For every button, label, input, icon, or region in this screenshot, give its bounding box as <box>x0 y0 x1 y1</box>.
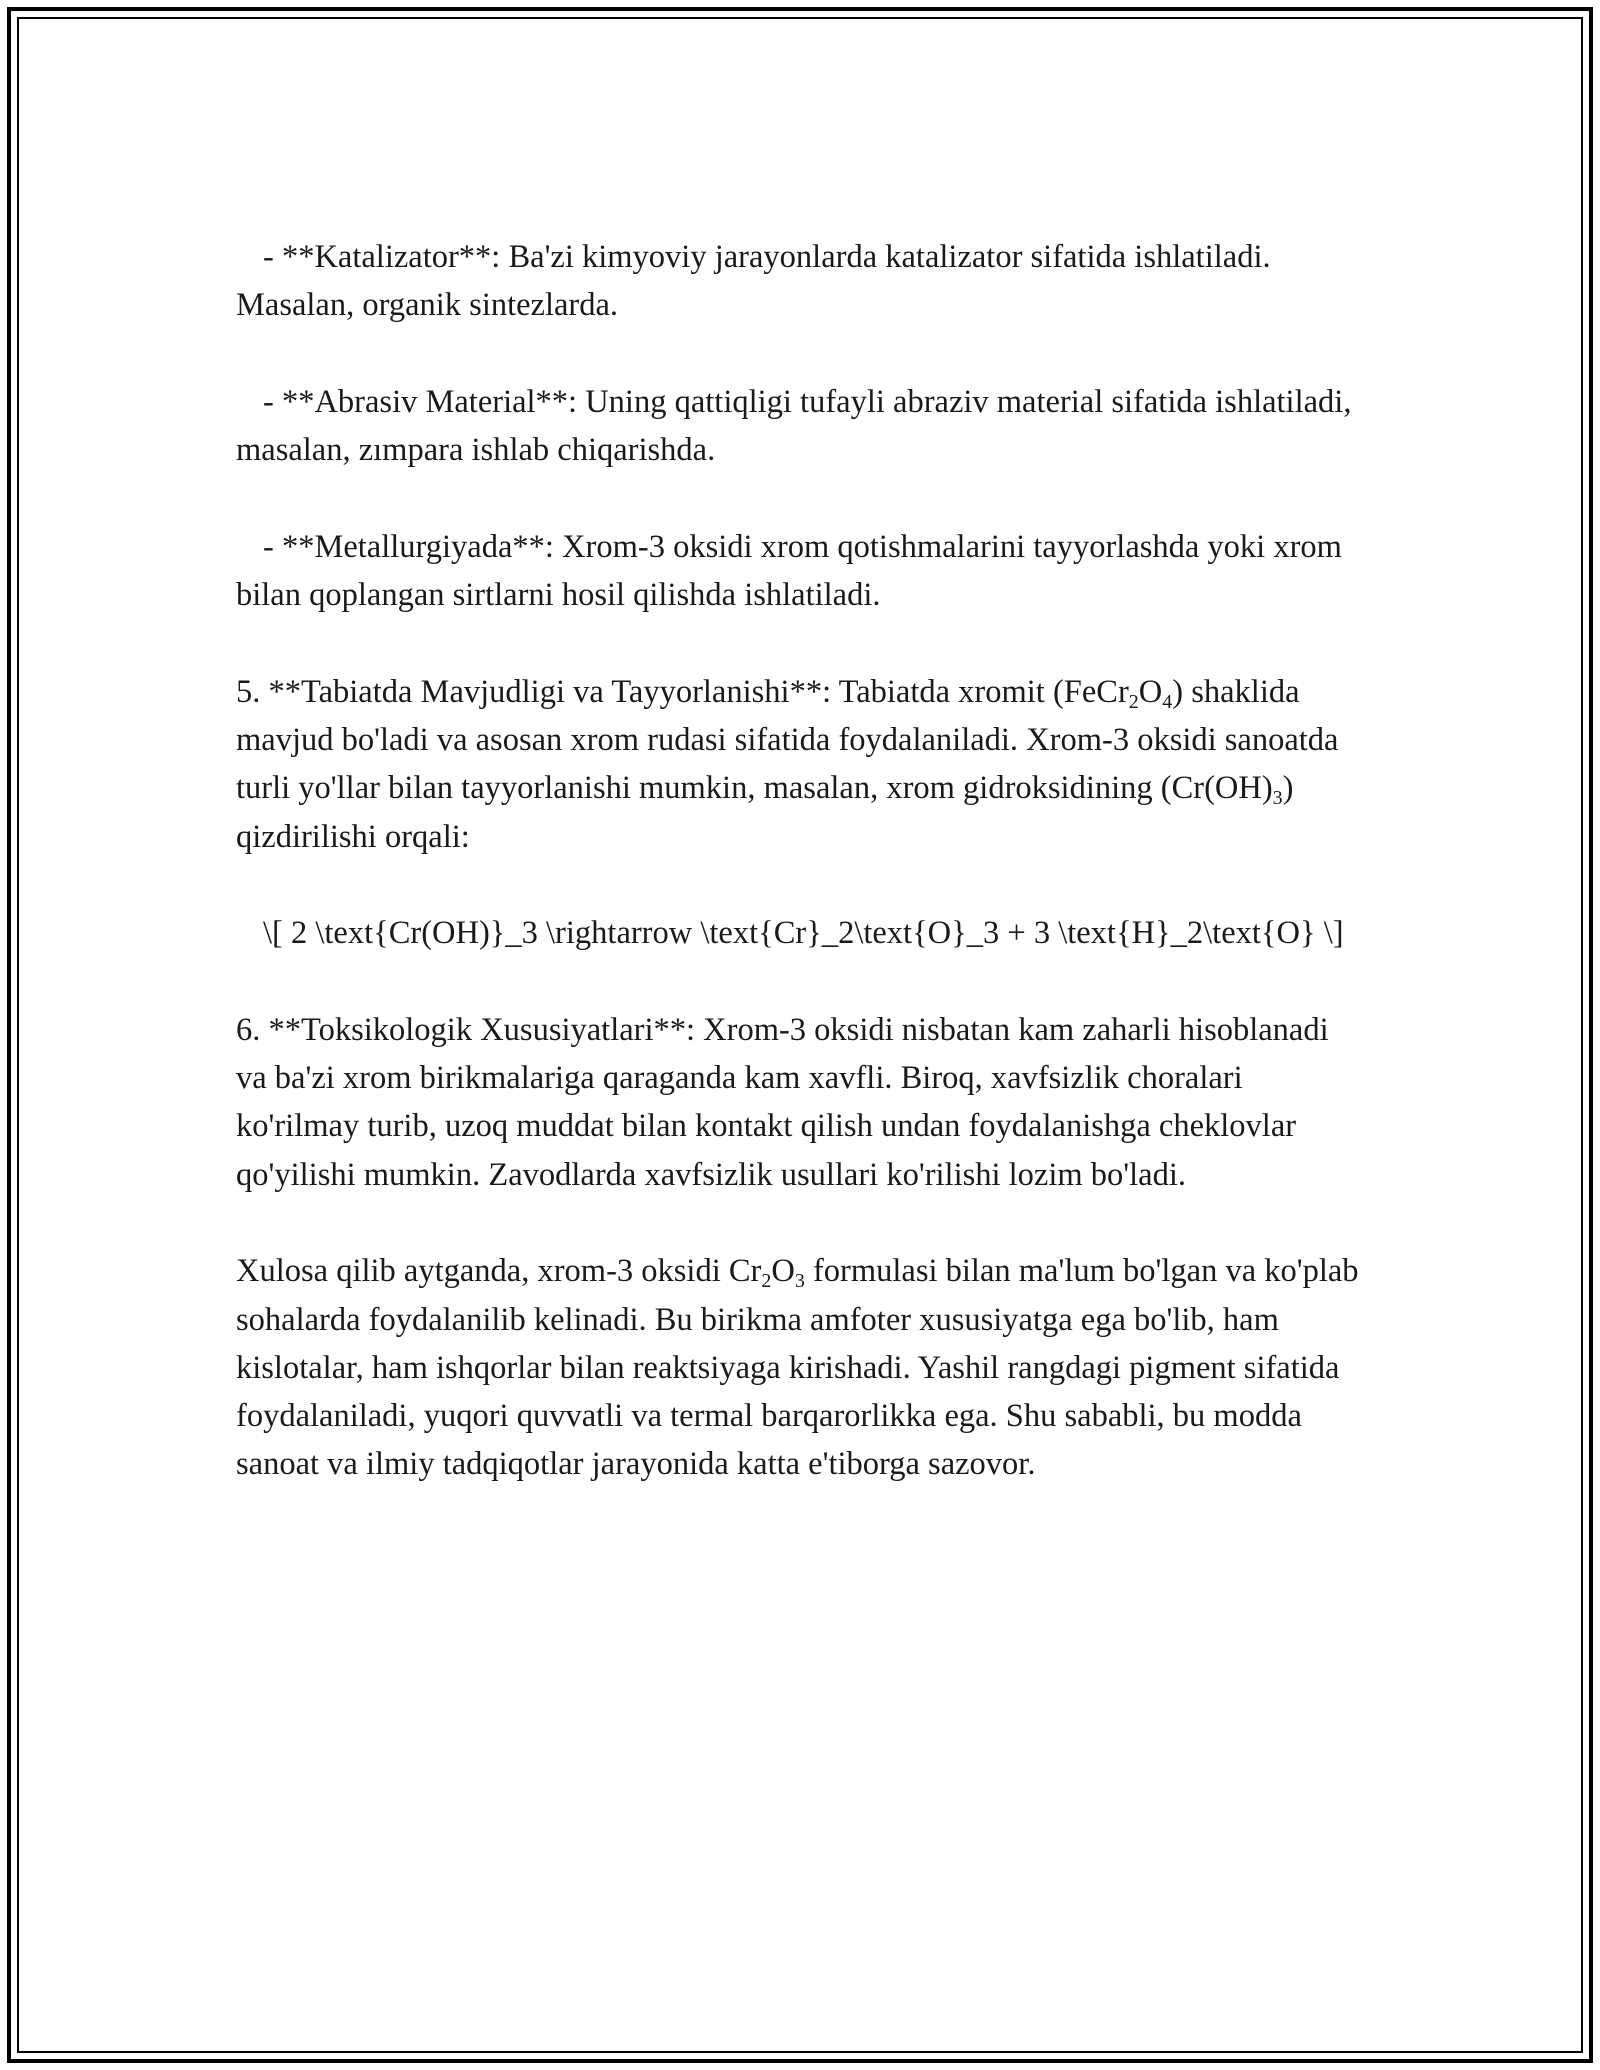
subscript: 3 <box>794 1270 805 1293</box>
paragraph-tabiatda-mavjudligi <box>236 668 1366 861</box>
text-segment: O <box>1138 673 1163 710</box>
paragraph-abrasiv-material: - **Abrasiv Material**: Uning qattiqligi tufayli abraziv material sifatida ishlatiladi, masalan, zımpara ishlab chiqarishda. <box>236 383 1352 469</box>
paragraph-toksikologik: 6. **Toksikologik Xususiyatlari**: Xrom-3 oksidi nisbatan kam zaharli hisoblanadi va ba'zi xrom birikmalariga qaraganda kam xavfli. Biroq, xavfsizlik choralari ko'rilmay turib, uzoq muddat bilan kontakt qilish undan foydalanishga cheklovlar qo'yilishi mumkin. Zavodlarda xavfsizlik usullari ko'rilishi lozim bo'ladi. <box>236 1011 1329 1193</box>
text-segment: O <box>771 1253 795 1290</box>
text-segment: 5. **Tabiatda Mavjudligi va Tayyorlanishi**: Tabiatda xromit (FeCr <box>236 673 1129 710</box>
text-segment: formulasi bilan ma'lum bo'lgan va ko'plab sohalarda foydalanilib kelinadi. Bu birikma amfoter xususiyatga ega bo'lib, ham kislotalar, ham ishqorlar bilan reaktsiyaga kirishadi. Yashil rangdagi pigment sifatida foydalaniladi, yuqori quvvatli va termal barqarorlikka ega. Shu sababli, bu modda sanoat va ilmiy tadqiqotlar jarayonida katta e'tiborga sazovor. <box>236 1253 1359 1483</box>
text-segment: ) shaklida mavjud bo'ladi va asosan xrom rudasi sifatida foydalaniladi. Xrom-3 oksidi sanoatda turli yo'llar bilan tayyorlanishi mumkin, masalan, xrom gidroksidining (Cr(OH) <box>236 673 1339 807</box>
subscript: 4 <box>1162 690 1173 713</box>
text-segment: ) qizdirilishi orqali: <box>236 770 1294 855</box>
text-segment: Xulosa qilib aytganda, xrom-3 oksidi Cr <box>236 1253 762 1290</box>
subscript: 2 <box>761 1270 772 1293</box>
subscript: 3 <box>1272 787 1283 810</box>
document-body <box>236 233 1366 1537</box>
paragraph-metallurgiyada: - **Metallurgiyada**: Xrom-3 oksidi xrom qotishmalarini tayyorlashda yoki xrom bilan qoplangan sirtlarni hosil qilishda ishlatiladi. <box>236 528 1342 614</box>
subscript: 2 <box>1128 690 1139 713</box>
paragraph-katalizator: - **Katalizator**: Ba'zi kimyoviy jarayonlarda katalizator sifatida ishlatiladi. Masalan, organik sintezlarda. <box>236 239 1271 324</box>
reaction-formula: \[ 2 \text{Cr(OH)}_3 \rightarrow \text{Cr}_2\text{O}_3 + 3 \text{H}_2\text{O} \] <box>263 915 1344 952</box>
paragraph-xulosa <box>236 1247 1366 1488</box>
